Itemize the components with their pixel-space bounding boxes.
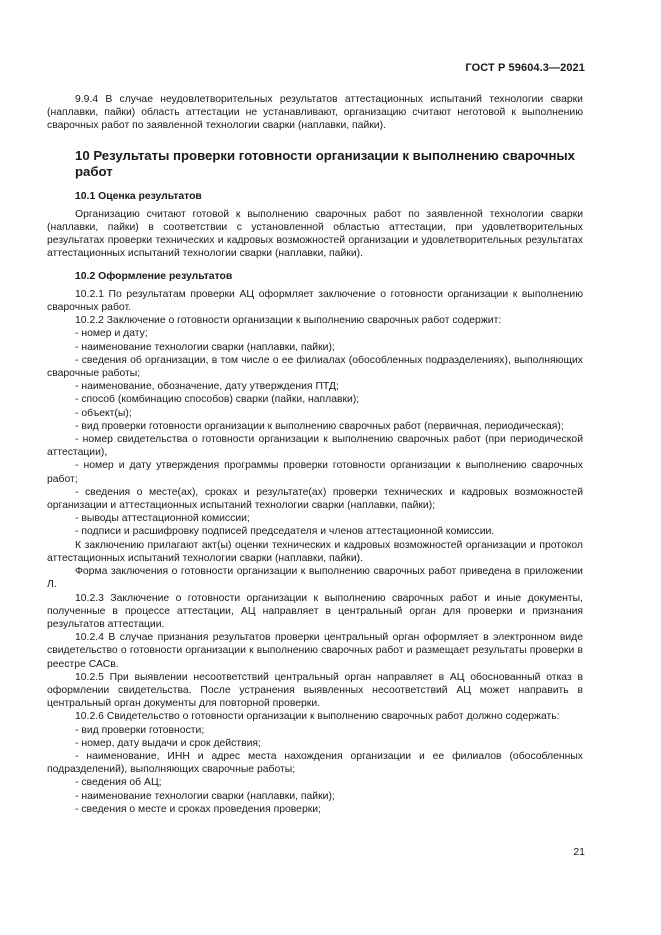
- list-item: - наименование, обозначение, дату утверждения ПТД;: [75, 381, 339, 393]
- list-item: - вид проверки готовности организации к выполнению сварочных работ (первичная, периодическая);: [75, 420, 564, 432]
- list-item: - сведения об АЦ;: [75, 777, 162, 789]
- list-item: - наименование технологии сварки (наплавки, пайки);: [75, 790, 335, 802]
- list-item: - выводы аттестационной комиссии;: [75, 513, 250, 525]
- list-item: - наименование, ИНН и адрес места нахождения организации и ее филиалов (обособленных подразделений), выполняющих сварочные работы;: [47, 750, 583, 776]
- paragraph: 10.2.2 Заключение о готовности организации к выполнению сварочных работ содержит:: [75, 315, 502, 327]
- section-10-1-heading: 10.1 Оценка результатов: [75, 190, 202, 202]
- page-number: 21: [573, 846, 585, 858]
- list-item: - сведения об организации, в том числе о ее филиалах (обособленных подразделениях), выполняющих сварочные работы;: [47, 354, 583, 380]
- paragraph: 10.2.3 Заключение о готовности организации к выполнению сварочных работ и иные документы, полученные в процессе аттестации, АЦ направляет в центральный орган для проверки и признания результатов аттестации.: [47, 592, 583, 630]
- paragraph: 10.2.6 Свидетельство о готовности организации к выполнению сварочных работ должно содержать:: [75, 711, 560, 723]
- list-item: - подписи и расшифровку подписей председателя и членов аттестационной комиссии.: [75, 526, 495, 538]
- list-item: - объект(ы);: [75, 407, 132, 419]
- paragraph: К заключению прилагают акт(ы) оценки технических и кадровых возможностей организации и протокол аттестационных испытаний технологии сварки (наплавки, пайки).: [47, 539, 583, 564]
- list-item: - номер и дату;: [75, 328, 148, 340]
- page-content: [47, 93, 583, 816]
- list-item: - номер и дату утверждения программы проверки готовности организации к выполнению сварочных работ;: [47, 460, 583, 485]
- paragraph: 10.2.5 При выявлении несоответствий центральный орган направляет в АЦ обоснованный отказ в оформлении свидетельства. После устранения выявленных несоответствий АЦ может направить в центральный орган документы для повторной проверки.: [47, 671, 583, 710]
- paragraph: Форма заключения о готовности организации к выполнению сварочных работ приведена в приложении Л.: [47, 566, 583, 591]
- section-10-2-heading: 10.2 Оформление результатов: [75, 270, 233, 282]
- list-item: - номер свидетельства о готовности организации к выполнению сварочных работ (при периодической аттестации),: [47, 434, 583, 459]
- paragraph-9-9-4: 9.9.4 В случае неудовлетворительных результатов аттестационных испытаний технологии сварки (наплавки, пайки) область аттестации не устанавливают, организацию считают неготовой к выполнению сварочных работ по заявленной технологии сварки (наплавки, пайки).: [47, 94, 583, 132]
- standard-header: ГОСТ Р 59604.3—2021: [465, 62, 585, 74]
- list-item: - сведения о месте(ах), сроках и результате(ах) проверки технических и кадровых возможностей организации и аттестационных испытаний технологии сварки (наплавки, пайки);: [47, 486, 583, 512]
- list-item: - сведения о месте и сроках проведения проверки;: [75, 803, 321, 815]
- list-item: - номер, дату выдачи и срок действия;: [75, 737, 261, 749]
- list-item: - вид проверки готовности;: [75, 724, 205, 736]
- section-10-2-body: [47, 288, 583, 816]
- list-item: - наименование технологии сварки (наплавки, пайки);: [75, 341, 335, 353]
- section-10-1-text: Организацию считают готовой к выполнению сварочных работ по заявленной технологии сварки (наплавки, пайки) в соответствии с установленной областью аттестации, при удовлетворительных результатах проверки технических и кадровых возможностей организации и удовлетворительных результатах аттестационных испытаний технологии сварки (наплавки, пайки).: [47, 208, 583, 260]
- paragraph: 10.2.4 В случае признания результатов проверки центральный орган оформляет в электронном виде свидетельство о готовности организации к выполнению сварочных работ и размещает результаты проверки в реестре САСв.: [47, 632, 583, 670]
- paragraph: 10.2.1 По результатам проверки АЦ оформляет заключение о готовности организации к выполнению сварочных работ.: [47, 288, 583, 314]
- list-item: - способ (комбинацию способов) сварки (пайки, наплавки);: [75, 394, 360, 406]
- section-10-heading: 10 Результаты проверки готовности организации к выполнению сварочных работ: [75, 147, 576, 180]
